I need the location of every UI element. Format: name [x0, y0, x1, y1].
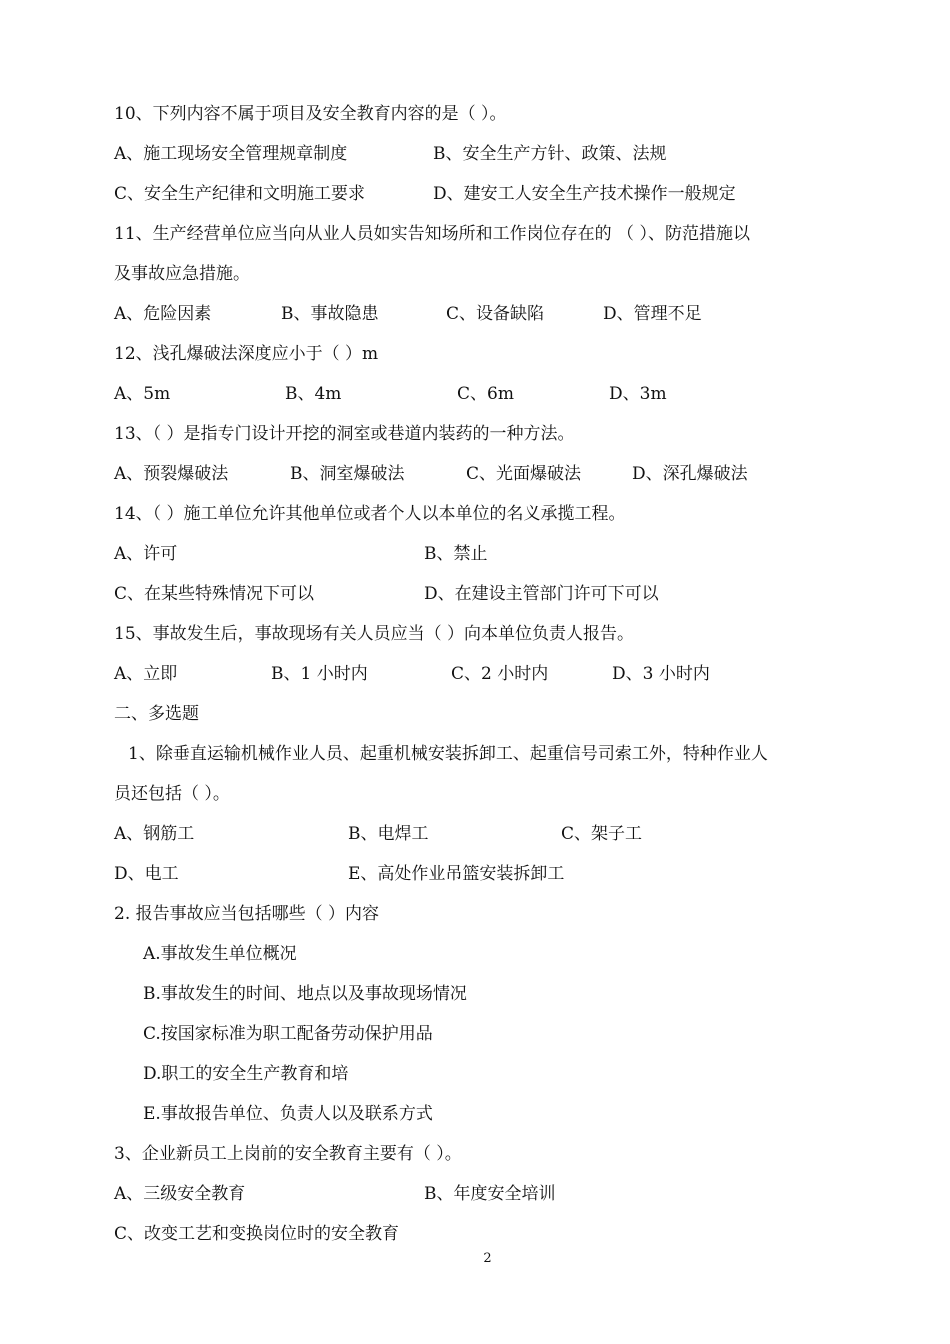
question-13-stem: 13、（ ）是指专门设计开挖的洞室或巷道内装药的一种方法。 — [114, 424, 575, 444]
multi-question-2-option-d: D.职工的安全生产教育和培 — [143, 1064, 349, 1084]
question-12-option-b: B、4m — [285, 384, 342, 404]
question-15-option-a: A、立即 — [114, 664, 178, 684]
question-12-stem: 12、浅孔爆破法深度应小于（ ）m — [114, 344, 379, 364]
multi-question-1-option-d: D、电工 — [114, 864, 179, 884]
section-2-title: 二、多选题 — [114, 704, 199, 724]
question-14-option-b: B、禁止 — [424, 544, 488, 564]
question-11-option-c: C、设备缺陷 — [446, 304, 545, 324]
question-13-option-d: D、深孔爆破法 — [632, 464, 748, 484]
multi-question-2-option-b: B.事故发生的时间、地点以及事故现场情况 — [143, 984, 467, 1004]
page-number: 2 — [483, 1251, 492, 1266]
multi-question-2-option-c: C.按国家标准为职工配备劳动保护用品 — [143, 1024, 433, 1044]
question-14-option-d: D、在建设主管部门许可下可以 — [424, 584, 659, 604]
question-15-option-d: D、3 小时内 — [612, 664, 710, 684]
question-10-option-b: B、安全生产方针、政策、法规 — [433, 144, 667, 164]
question-13-option-a: A、预裂爆破法 — [114, 464, 229, 484]
question-15-option-b: B、1 小时内 — [271, 664, 368, 684]
multi-question-3-option-b: B、年度安全培训 — [424, 1184, 556, 1204]
question-12-option-d: D、3m — [609, 384, 667, 404]
question-13-option-c: C、光面爆破法 — [466, 464, 582, 484]
question-15-option-c: C、2 小时内 — [451, 664, 549, 684]
multi-question-3-stem: 3、企业新员工上岗前的安全教育主要有（ ）。 — [114, 1144, 462, 1164]
question-12-option-c: C、6m — [457, 384, 514, 404]
multi-question-1-option-e: E、高处作业吊篮安装拆卸工 — [348, 864, 565, 884]
question-11-stem-continued: 及事故应急措施。 — [114, 264, 250, 284]
question-10-option-a: A、施工现场安全管理规章制度 — [114, 144, 348, 164]
question-14-stem: 14、（ ）施工单位允许其他单位或者个人以本单位的名义承揽工程。 — [114, 504, 626, 524]
question-12-option-a: A、5m — [114, 384, 171, 404]
question-11-stem: 11、生产经营单位应当向从业人员如实告知场所和工作岗位存在的 （ ）、防范措施以 — [114, 224, 750, 244]
question-13-option-b: B、洞室爆破法 — [290, 464, 405, 484]
question-10-option-c: C、安全生产纪律和文明施工要求 — [114, 184, 366, 204]
question-15-stem: 15、事故发生后，事故现场有关人员应当（ ）向本单位负责人报告。 — [114, 624, 635, 644]
multi-question-2-stem: 2. 报告事故应当包括哪些（ ）内容 — [114, 904, 380, 924]
question-10-stem: 10、下列内容不属于项目及安全教育内容的是（ ）。 — [114, 104, 507, 124]
multi-question-3-option-a: A、三级安全教育 — [114, 1184, 246, 1204]
question-11-option-b: B、事故隐患 — [281, 304, 379, 324]
multi-question-3-option-c: C、改变工艺和变换岗位时的安全教育 — [114, 1224, 400, 1244]
question-10-option-d: D、建安工人安全生产技术操作一般规定 — [433, 184, 736, 204]
multi-question-1-option-c: C、架子工 — [561, 824, 643, 844]
question-11-option-d: D、管理不足 — [603, 304, 702, 324]
multi-question-2-option-a: A.事故发生单位概况 — [143, 944, 297, 964]
multi-question-1-stem: 1、除垂直运输机械作业人员、起重机械安装拆卸工、起重信号司索工外，特种作业人 — [128, 744, 768, 764]
question-11-option-a: A、危险因素 — [114, 304, 212, 324]
question-14-option-c: C、在某些特殊情况下可以 — [114, 584, 315, 604]
question-14-option-a: A、许可 — [114, 544, 178, 564]
multi-question-1-option-b: B、电焊工 — [348, 824, 429, 844]
multi-question-1-stem-continued: 员还包括（ ）。 — [114, 784, 230, 804]
multi-question-2-option-e: E.事故报告单位、负责人以及联系方式 — [143, 1104, 433, 1124]
multi-question-1-option-a: A、钢筋工 — [114, 824, 195, 844]
